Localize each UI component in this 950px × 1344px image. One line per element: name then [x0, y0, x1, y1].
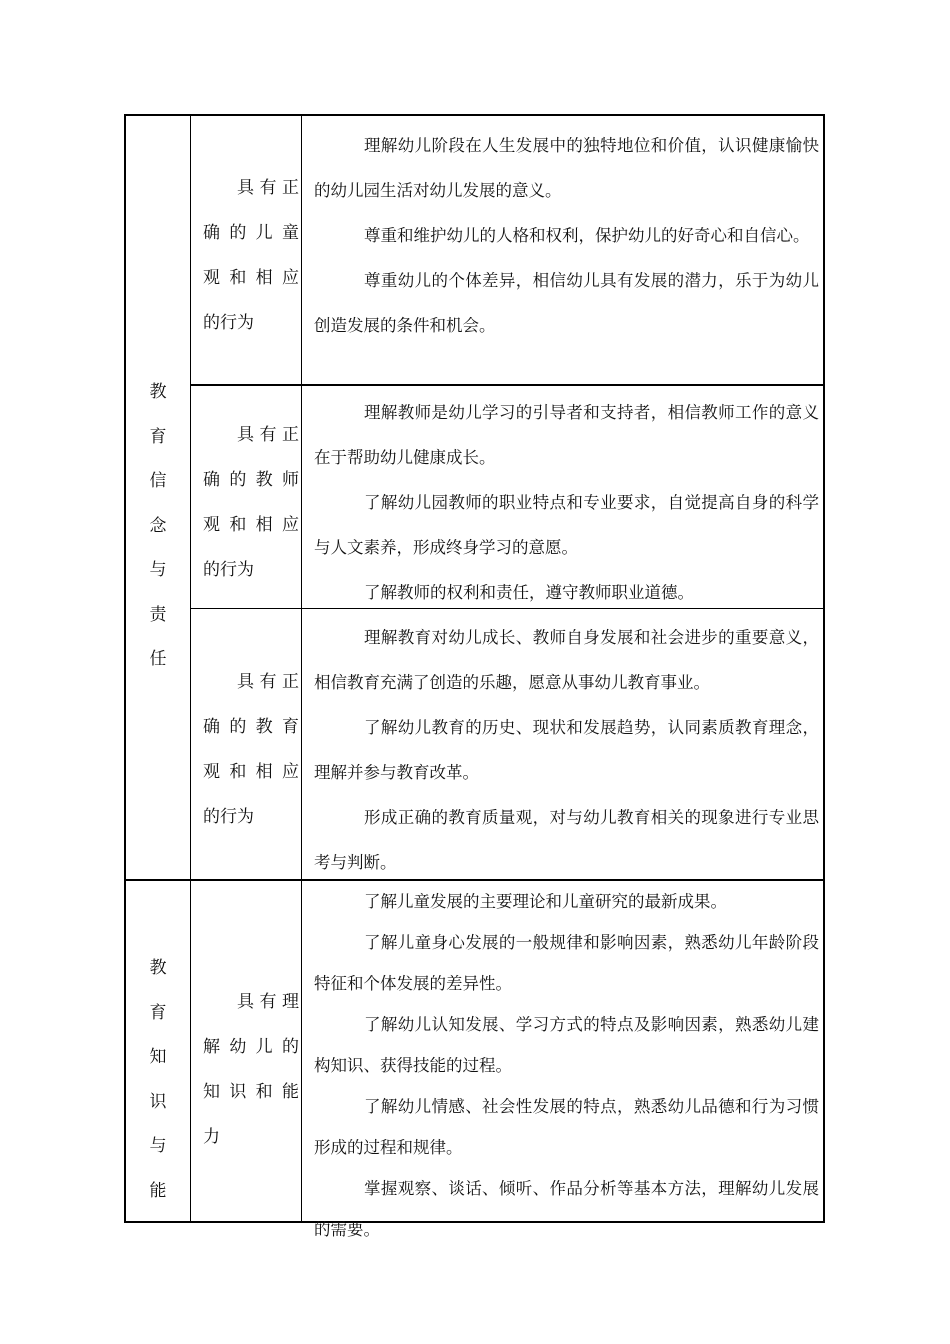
row-label-line: 的行为 [203, 313, 254, 333]
category-char: 育 [149, 1002, 167, 1023]
row-label [203, 413, 299, 593]
category-char: 念 [149, 515, 167, 536]
category-char: 与 [149, 1136, 167, 1156]
row-label-line: 具有正 [237, 672, 299, 692]
row-label-line: 具有正 [237, 178, 299, 198]
row-content [314, 390, 819, 615]
category-char: 责 [149, 604, 167, 625]
row-label-line: 确 的 教 育 [203, 717, 299, 737]
category-char: 能 [149, 1180, 167, 1201]
row-label-line: 观 和 相 应 [203, 762, 299, 782]
content-paragraph: 掌握观察、谈话、倾听、作品分析等基本方法，理解幼儿发展的需要。 [314, 1179, 819, 1239]
section-category [126, 946, 190, 1213]
row-label-line: 确 的 儿 童 [203, 223, 299, 243]
content-paragraph: 尊重幼儿的个体差异，相信幼儿具有发展的潜力，乐于为幼儿创造发展的条件和机会。 [314, 271, 819, 335]
row-content [314, 615, 819, 885]
category-char: 任 [149, 649, 167, 669]
content-paragraph: 了解教师的权利和责任，遵守教师职业道德。 [364, 583, 694, 602]
standards-table [124, 114, 825, 1239]
category-char: 教 [149, 382, 167, 402]
row-label-line: 解 幼 儿 的 [203, 1037, 299, 1057]
section-category [126, 370, 190, 682]
row-content [314, 123, 819, 348]
row-label [203, 660, 299, 840]
category-char: 信 [149, 471, 167, 491]
content-paragraph: 了解幼儿教育的历史、现状和发展趋势，认同素质教育理念，理解并参与教育改革。 [314, 718, 819, 782]
category-char: 识 [149, 1091, 167, 1112]
row-content [314, 881, 819, 1250]
row-label-line: 确 的 教 师 [203, 470, 299, 490]
row-label-line: 力 [203, 1127, 220, 1147]
content-paragraph: 了解儿童发展的主要理论和儿童研究的最新成果。 [364, 892, 727, 911]
row-label-line: 观 和 相 应 [203, 268, 299, 288]
row-label [203, 166, 299, 346]
content-paragraph: 理解幼儿阶段在人生发展中的独特地位和价值，认识健康愉快的幼儿园生活对幼儿发展的意义。 [314, 136, 819, 200]
row-label-line: 的行为 [203, 560, 254, 580]
category-char: 育 [149, 426, 167, 447]
row-label-line: 具有理 [237, 992, 299, 1012]
content-paragraph: 了解儿童身心发展的一般规律和影响因素，熟悉幼儿年龄阶段特征和个体发展的差异性。 [314, 933, 819, 993]
category-char: 与 [149, 560, 167, 580]
content-paragraph: 理解教育对幼儿成长、教师自身发展和社会进步的重要意义，相信教育充满了创造的乐趣，愿意从事幼儿教育事业。 [314, 628, 819, 692]
content-paragraph: 了解幼儿园教师的职业特点和专业要求，自觉提高自身的科学与人文素养，形成终身学习的意愿。 [314, 493, 819, 557]
category-char: 教 [149, 958, 167, 978]
row-label-line: 知 识 和 能 [203, 1082, 299, 1102]
content-paragraph: 尊重和维护幼儿的人格和权利，保护幼儿的好奇心和自信心。 [364, 226, 810, 245]
content-paragraph: 理解教师是幼儿学习的引导者和支持者，相信教师工作的意义在于帮助幼儿健康成长。 [314, 403, 819, 467]
content-paragraph: 了解幼儿情感、社会性发展的特点，熟悉幼儿品德和行为习惯形成的过程和规律。 [314, 1097, 819, 1157]
row-label-line: 观 和 相 应 [203, 515, 299, 535]
row-divider-1 [190, 384, 823, 386]
row-label-line: 具有正 [237, 425, 299, 445]
content-paragraph: 了解幼儿认知发展、学习方式的特点及影响因素，熟悉幼儿建构知识、获得技能的过程。 [314, 1015, 819, 1075]
column-divider-2 [301, 116, 302, 1221]
column-divider-1 [190, 116, 191, 1221]
row-label [203, 980, 299, 1160]
row-label-line: 的行为 [203, 807, 254, 827]
category-char: 知 [149, 1047, 167, 1067]
content-paragraph: 形成正确的教育质量观，对与幼儿教育相关的现象进行专业思考与判断。 [314, 808, 819, 872]
